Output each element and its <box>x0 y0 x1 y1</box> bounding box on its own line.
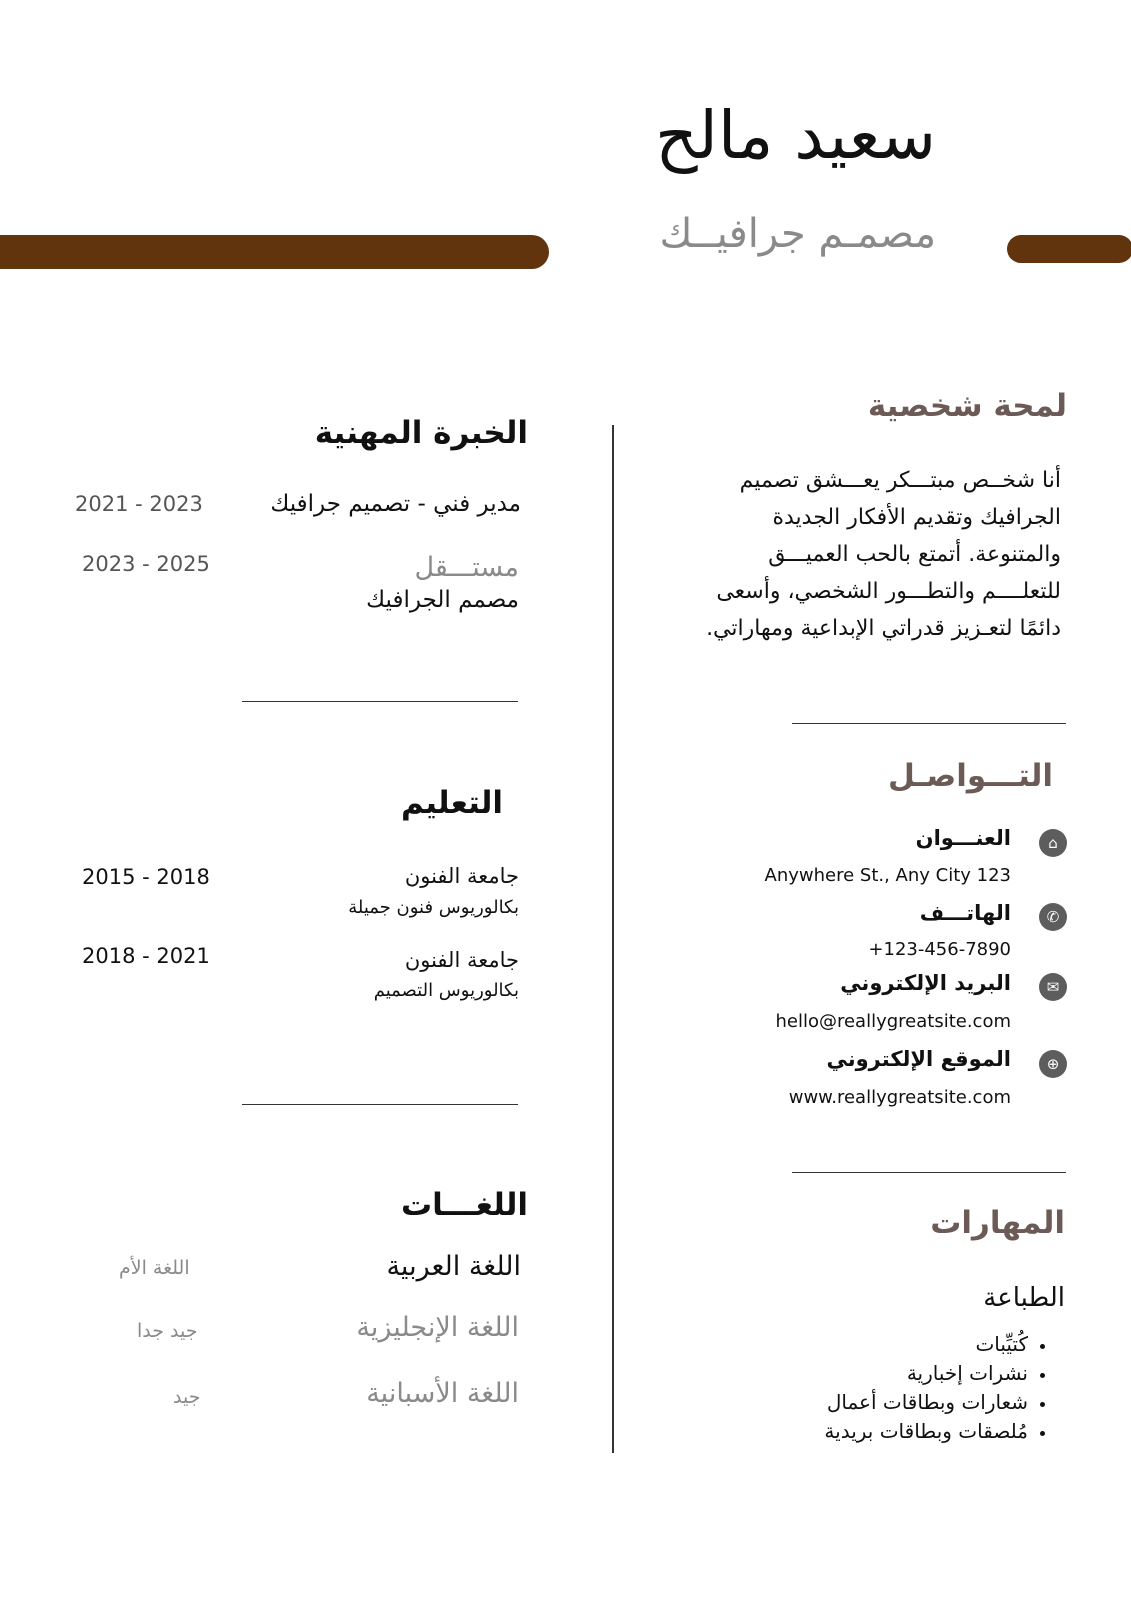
website-label: الموقع الإلكتروني <box>826 1047 1011 1071</box>
email-value: hello@reallygreatsite.com <box>775 1011 1011 1032</box>
column-divider <box>612 425 614 1453</box>
divider <box>242 701 518 702</box>
divider <box>792 1172 1066 1173</box>
list-item: • نشرات إخبارية <box>728 1359 1028 1388</box>
address-label: العنـــوان <box>915 826 1011 850</box>
language-level: جيد جدا <box>137 1320 198 1342</box>
skills-list <box>728 1330 1053 1446</box>
education-date: 2015 - 2018 <box>82 865 210 889</box>
experience-date: 2021 - 2023 <box>75 492 203 516</box>
language-level: جيد <box>173 1386 201 1408</box>
email-label: البريد الإلكتروني <box>840 971 1011 995</box>
divider <box>242 1104 518 1105</box>
language-level: اللغة الأم <box>119 1257 190 1279</box>
language-name: اللغة العربية <box>386 1251 521 1282</box>
divider <box>792 723 1066 724</box>
education-school: جامعة الفنون <box>404 948 519 972</box>
language-name: اللغة الأسبانية <box>366 1378 519 1409</box>
experience-title: مصمم الجرافيك <box>366 587 519 613</box>
profile-heading: لمحة شخصية <box>867 388 1067 424</box>
education-date: 2018 - 2021 <box>82 944 210 968</box>
list-item: • كُتيِّبات <box>728 1330 1028 1359</box>
languages-heading: اللغـــات <box>401 1187 528 1223</box>
education-school: جامعة الفنون <box>404 864 519 888</box>
header-accent-bar-left <box>0 235 549 269</box>
list-item: • شعارات وبطاقات أعمال <box>728 1388 1028 1417</box>
mail-icon: ✉ <box>1039 973 1067 1001</box>
header-accent-bar-right <box>1007 235 1131 263</box>
experience-date: 2023 - 2025 <box>82 552 210 576</box>
globe-icon: ⊕ <box>1039 1050 1067 1078</box>
education-heading: التعليم <box>400 785 503 821</box>
experience-title-muted: مستـــقل <box>414 552 519 583</box>
list-item: • مُلصقات وبطاقات بريدية <box>728 1417 1028 1446</box>
phone-icon: ✆ <box>1039 903 1067 931</box>
education-degree: بكالوريوس التصميم <box>373 980 519 1001</box>
experience-heading: الخبرة المهنية <box>314 415 528 451</box>
address-value: Anywhere St., Any City 123 <box>764 865 1011 886</box>
education-degree: بكالوريوس فنون جميلة <box>348 897 519 918</box>
home-icon: ⌂ <box>1039 829 1067 857</box>
profile-text: أنا شخــص مبتـــكر يعـــشق تصميم الجرافيك وتقديم الأفكار الجديدة والمتنوعة. أتمتع بالحب العميـــق للتعلــــم والتطـــور الشخصي، وأسعى دائمًا لتعـزيز قدراتي الإبداعية ومهاراتي. <box>706 468 1061 641</box>
experience-title: مدير فني - تصميم جرافيك <box>270 491 521 517</box>
skills-heading: المهارات <box>930 1205 1065 1241</box>
phone-value: +123-456-7890 <box>868 939 1011 960</box>
person-name: سعيد مالح <box>655 97 936 174</box>
contact-heading: التـــواصـل <box>888 758 1053 794</box>
job-title: مصمـم جرافيــك <box>659 211 936 257</box>
skills-subheading: الطباعة <box>983 1283 1065 1313</box>
phone-label: الهاتـــف <box>919 901 1011 925</box>
language-name: اللغة الإنجليزية <box>356 1312 519 1343</box>
website-value: www.reallygreatsite.com <box>788 1087 1011 1108</box>
